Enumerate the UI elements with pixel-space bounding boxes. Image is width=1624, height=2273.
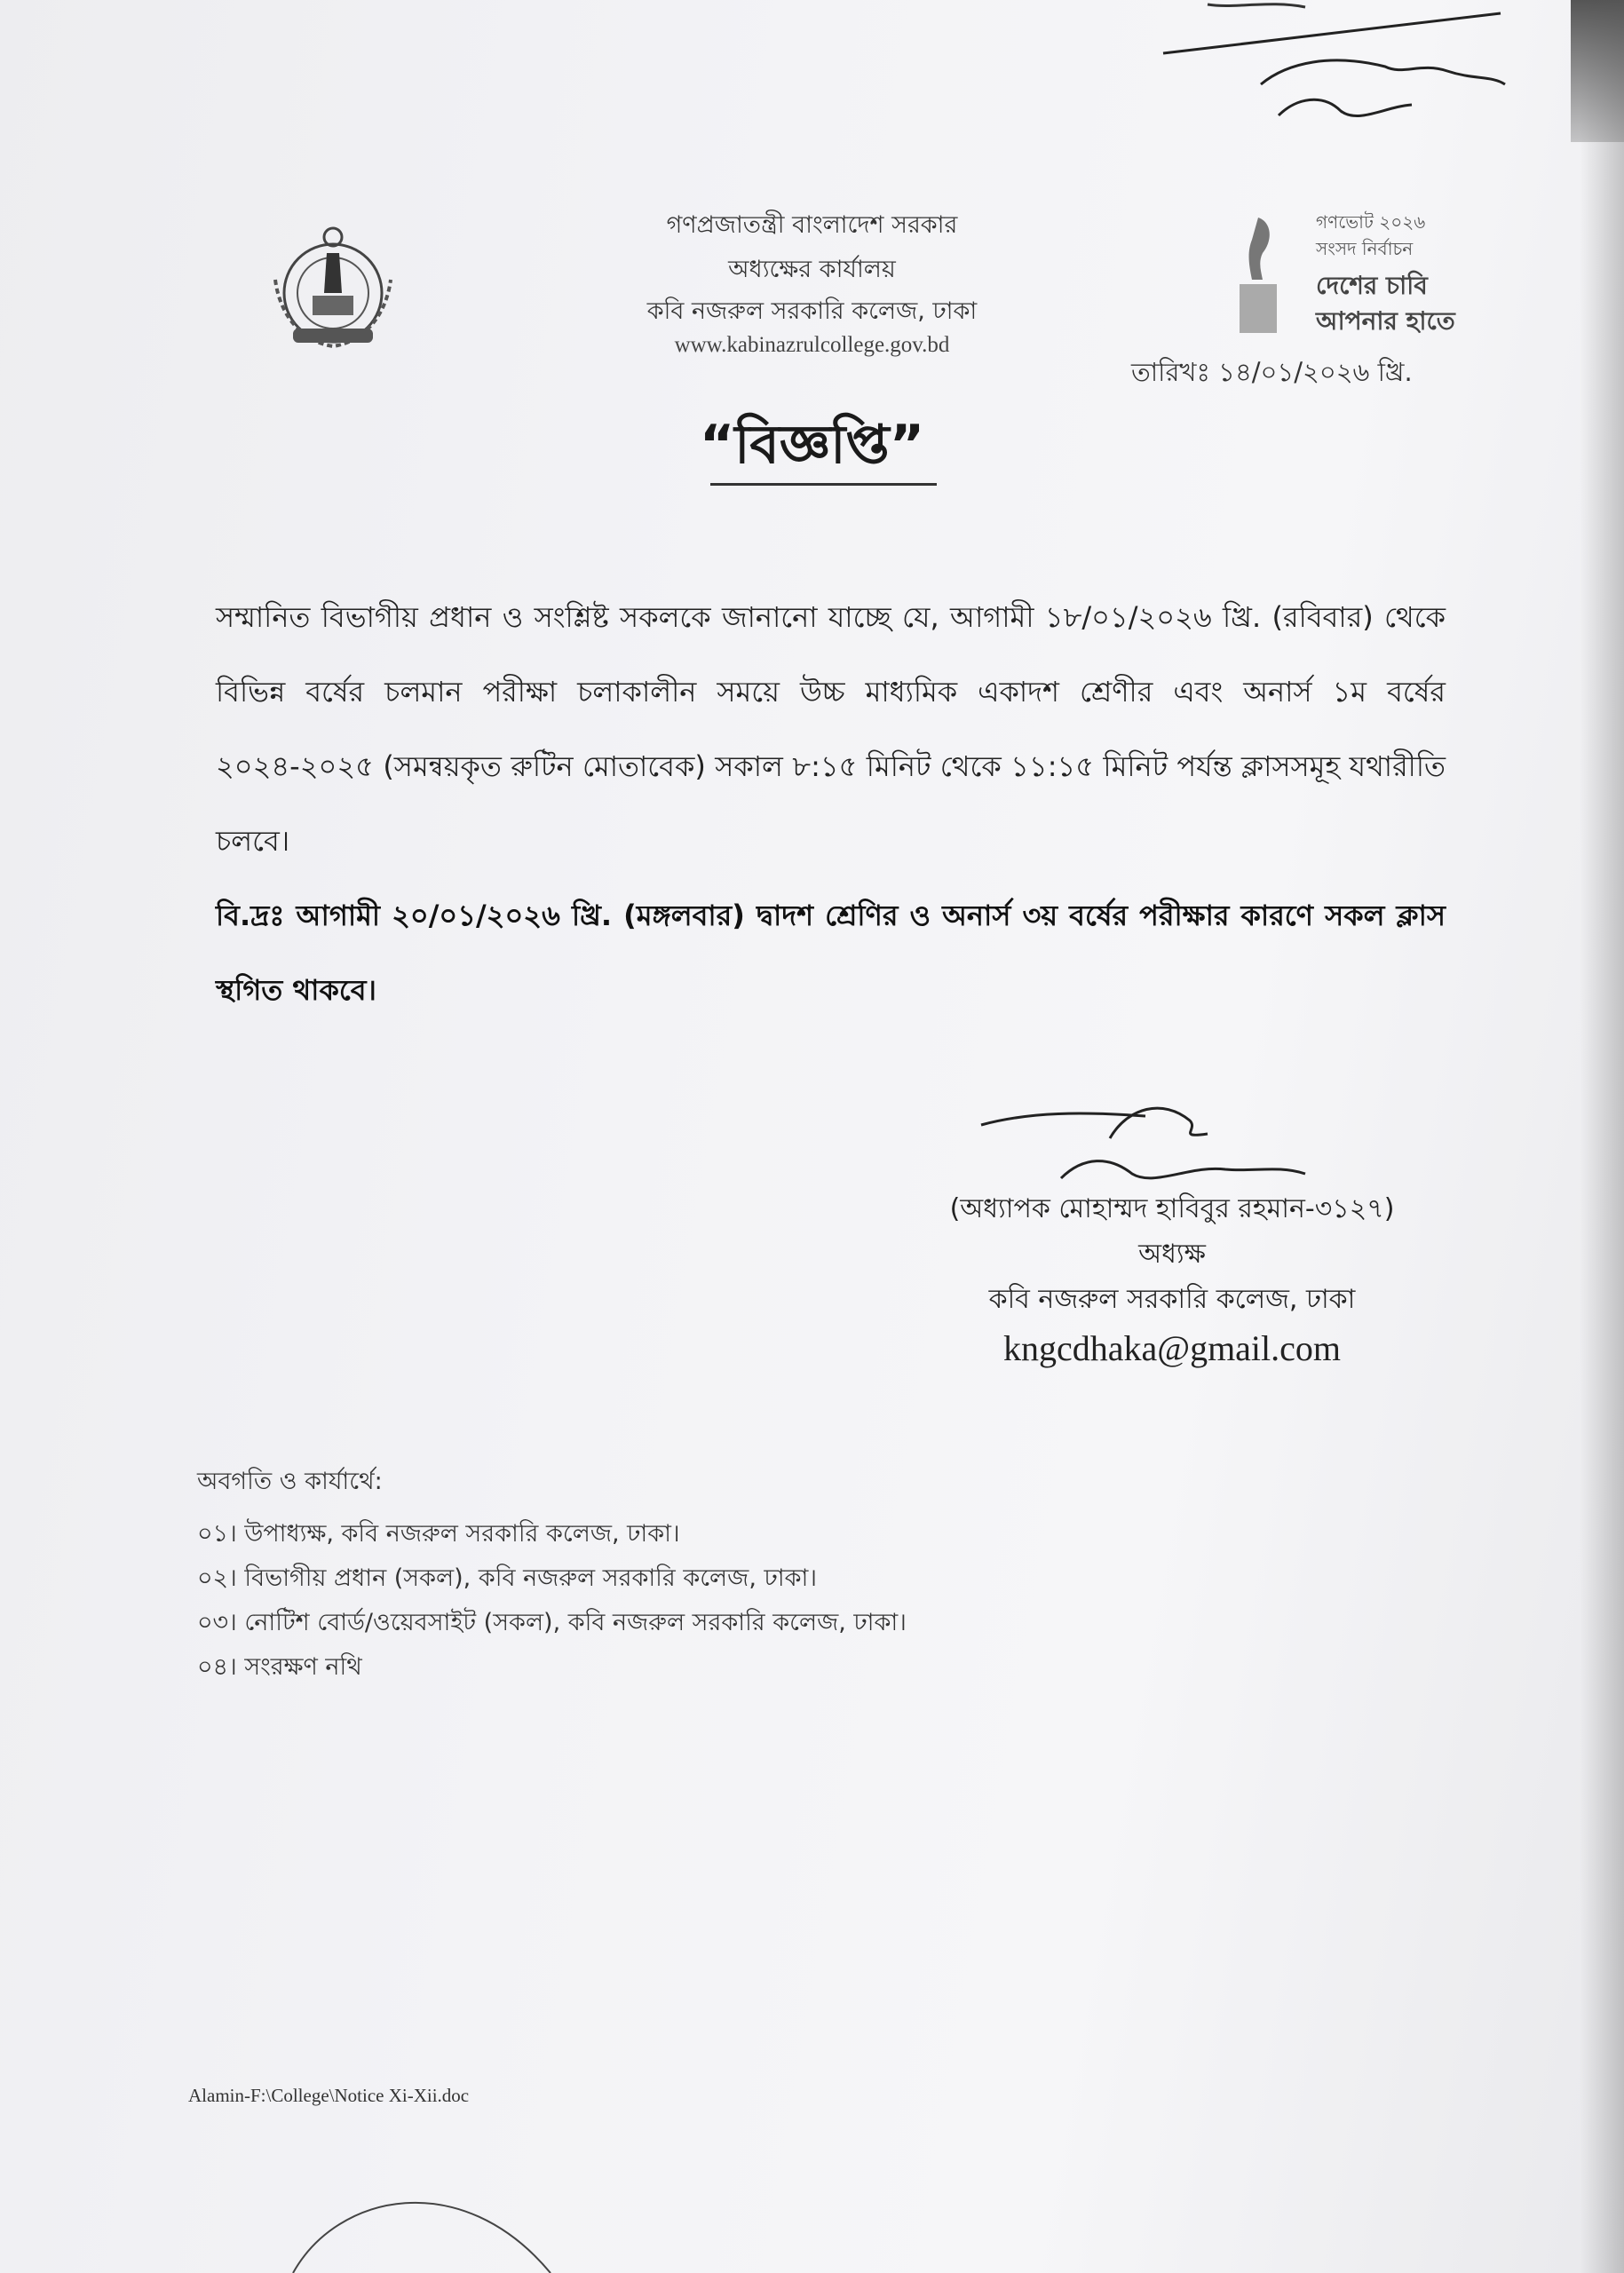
bottom-stamp-arc-icon bbox=[284, 2175, 568, 2273]
paper-corner-shadow bbox=[1571, 0, 1624, 142]
header-government: গণপ্রজাতন্ত্রী বাংলাদেশ সরকার bbox=[666, 211, 958, 239]
file-path: Alamin-F:\College\Notice Xi-Xii.doc bbox=[188, 2085, 470, 2106]
election-ballot-icon bbox=[1236, 218, 1280, 337]
signatory-designation: অধ্যক্ষ bbox=[1138, 1239, 1206, 1270]
notice-title: “বিজ্ঞপ্তি” bbox=[699, 414, 925, 476]
handwritten-initial-icon bbox=[1154, 0, 1527, 133]
badge-election: সংসদ নির্বাচন bbox=[1316, 238, 1414, 259]
cc-title: অবগতি ও কার্যার্থে: bbox=[197, 1468, 383, 1495]
cc-item: ০৩। নোটিশ বোর্ড/ওয়েবসাইট (সকল), কবি নজরুল সরকারি কলেজ, ঢাকা। bbox=[197, 1609, 907, 1636]
signatory-name: (অধ্যাপক মোহাম্মদ হাবিবুর রহমান-৩১২৭) bbox=[949, 1193, 1395, 1224]
cc-item: ০২। বিভাগীয় প্রধান (সকল), কবি নজরুল সরকারি কলেজ, ঢাকা। bbox=[197, 1564, 817, 1592]
cc-item: ০৪। সংরক্ষণ নথি bbox=[197, 1653, 362, 1681]
badge-slogan-2: আপনার হাতে bbox=[1316, 306, 1455, 336]
notice-paragraph: সম্মানিত বিভাগীয় প্রধান ও সংশ্লিষ্ট সকলকে জানানো যাচ্ছে যে, আগামী ১৮/০১/২০২৬ খ্রি. (রবিবার) থেকে বিভিন্ন বর্ষের চলমান পরীক্ষা চলাকালীন সময়ে উচ্চ মাধ্যমিক একাদশ শ্রেণীর এবং অনার্স ১ম বর্ষের ২০২৪-২০২৫ (সমন্বয়কৃত রুটিন মোতাবেক) সকাল ৮:১৫ মিনিট থেকে ১১:১৫ মিনিট পর্যন্ত ক্লাসসমূহ যথারীতি চলবে। bbox=[216, 600, 1446, 858]
notice-body bbox=[216, 580, 1446, 1027]
header-college: কবি নজরুল সরকারি কলেজ, ঢাকা bbox=[646, 297, 978, 325]
signatory-email[interactable]: kngcdhaka@gmail.com bbox=[1002, 1328, 1342, 1368]
notice-date: তারিখঃ ১৪/০১/২০২৬ খ্রি. bbox=[1131, 357, 1413, 387]
header-office: অধ্যক্ষের কার্যালয় bbox=[728, 256, 896, 283]
signatory-institution: কবি নজরুল সরকারি কলেজ, ঢাকা bbox=[988, 1284, 1356, 1315]
header-website[interactable]: www.kabinazrulcollege.gov.bd bbox=[674, 333, 950, 357]
cc-list bbox=[197, 1512, 907, 1690]
signature-icon bbox=[977, 1094, 1314, 1192]
title-underline bbox=[710, 483, 937, 486]
badge-slogan-1: দেশের চাবি bbox=[1316, 271, 1428, 300]
badge-referendum: গণভোট ২০২৬ bbox=[1316, 211, 1426, 233]
signature-block bbox=[852, 1186, 1492, 1375]
notice-note: বি.দ্রঃ আগামী ২০/০১/২০২৬ খ্রি. (মঙ্গলবার) দ্বাদশ শ্রেণির ও অনার্স ৩য় বর্ষের পরীক্ষার কারণে সকল ক্লাস স্থগিত থাকবে। bbox=[216, 899, 1446, 1007]
cc-item: ০১। উপাধ্যক্ষ, কবি নজরুল সরকারি কলেজ, ঢাকা। bbox=[197, 1520, 680, 1548]
